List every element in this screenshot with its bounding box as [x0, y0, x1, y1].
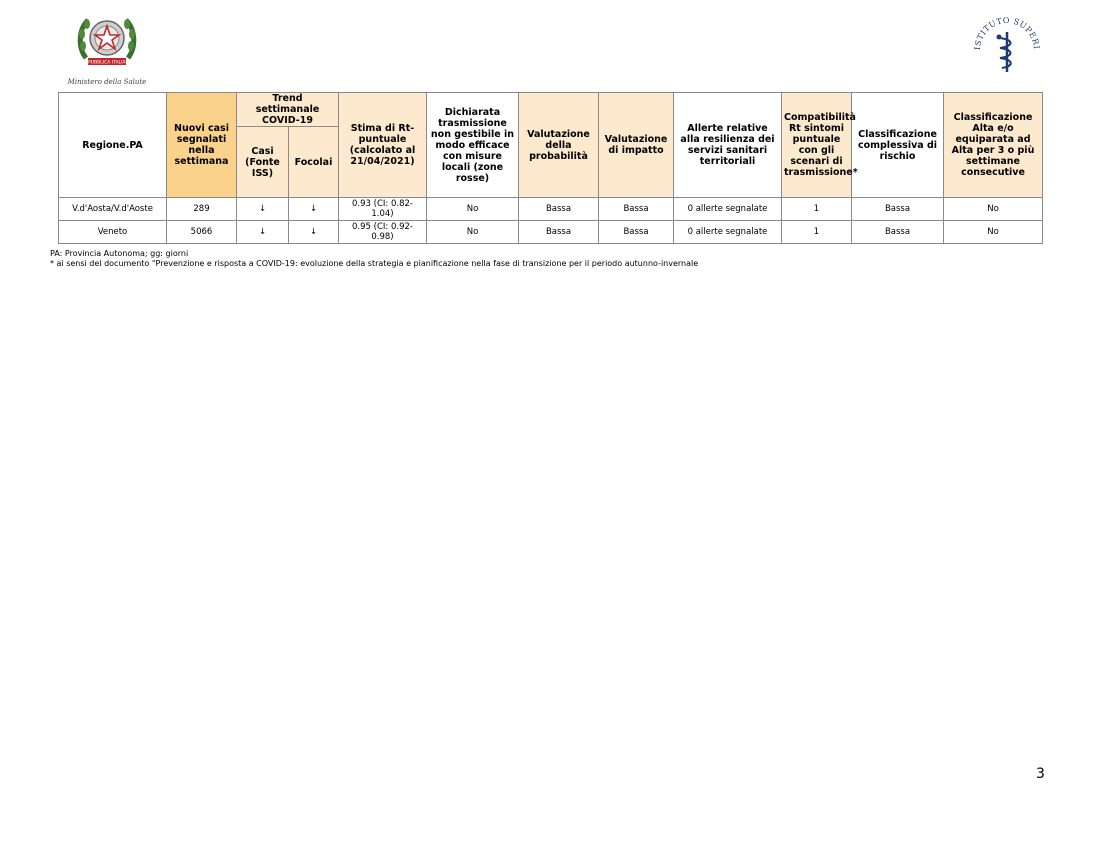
cell-declared: No [427, 198, 519, 221]
col-header-rt: Stima di Rt-puntuale (calcolato al 21/04/2021) [339, 93, 427, 198]
arrow-down-icon: ↓ [289, 198, 339, 221]
cell-alerts: 0 allerte segnalate [674, 198, 782, 221]
col-header-declared-transmission: Dichiarata trasmissione non gestibile in modo efficace con misure locali (zone rosse) [427, 93, 519, 198]
cell-probability: Bassa [519, 198, 599, 221]
col-header-trend: Trend settimanale COVID-19 [237, 93, 339, 127]
col-header-region: Regione.PA [59, 93, 167, 198]
cell-compatibility: 1 [782, 198, 852, 221]
svg-text:ISTITUTO SUPERIORE DI SANITÀ [970, 10, 1041, 50]
cell-compatibility: 1 [782, 221, 852, 244]
cell-declared: No [427, 221, 519, 244]
iss-logo [970, 10, 1044, 80]
cell-new-cases: 289 [167, 198, 237, 221]
table-row [59, 221, 1043, 244]
cell-region: V.d'Aosta/V.d'Aoste [59, 198, 167, 221]
cell-impact: Bassa [599, 221, 674, 244]
footnote-reference: * ai sensi del documento "Prevenzione e risposta a COVID-19: evoluzione della strategia e pianificazione nella fase di transizione per il periodo autunno-invernale [50, 259, 699, 268]
cell-high: No [944, 198, 1043, 221]
ministero-della-salute-logo [62, 8, 152, 92]
arrow-down-icon: ↓ [289, 221, 339, 244]
arrow-down-icon: ↓ [237, 221, 289, 244]
emblem-ribbon-text: REPUBBLICA ITALIANA [82, 60, 132, 66]
iss-seal-text: ISTITUTO SUPERI [972, 15, 1042, 51]
table-row [59, 198, 1043, 221]
cell-new-cases: 5066 [167, 221, 237, 244]
col-header-trend-outbreaks: Focolai [289, 127, 339, 198]
cell-region: Veneto [59, 221, 167, 244]
italian-emblem-icon [74, 8, 140, 74]
col-header-high-3-weeks: Classificazione Alta e/o equiparata ad Alta per 3 o più settimane consecutive [944, 93, 1043, 198]
logo-caption: Ministero della Salute [67, 78, 147, 86]
cell-rt: 0.93 (CI: 0.82-1.04) [339, 198, 427, 221]
cell-alerts: 0 allerte segnalate [674, 221, 782, 244]
regional-risk-table [58, 92, 1043, 244]
cell-rt: 0.95 (CI: 0.92-0.98) [339, 221, 427, 244]
footnote-abbreviations: PA: Provincia Autonoma; gg: giorni [50, 249, 189, 258]
cell-risk: Bassa [852, 221, 944, 244]
arrow-down-icon: ↓ [237, 198, 289, 221]
col-header-alerts: Allerte relative alla resilienza dei servizi sanitari territoriali [674, 93, 782, 198]
cell-impact: Bassa [599, 198, 674, 221]
cell-probability: Bassa [519, 221, 599, 244]
col-header-impact: Valutazione di impatto [599, 93, 674, 198]
col-header-probability: Valutazione della probabilità [519, 93, 599, 198]
col-header-risk-classification: Classificazione complessiva di rischio [852, 93, 944, 198]
page-number: 3 [1036, 766, 1045, 782]
cell-risk: Bassa [852, 198, 944, 221]
col-header-new-cases: Nuovi casi segnalati nella settimana [167, 93, 237, 198]
iss-seal-icon [970, 10, 1044, 80]
cell-high: No [944, 221, 1043, 244]
col-header-compatibility: Compatibilità Rt sintomi puntuale con gli scenari di trasmissione* [782, 93, 852, 198]
col-header-trend-cases: Casi (Fonte ISS) [237, 127, 289, 198]
